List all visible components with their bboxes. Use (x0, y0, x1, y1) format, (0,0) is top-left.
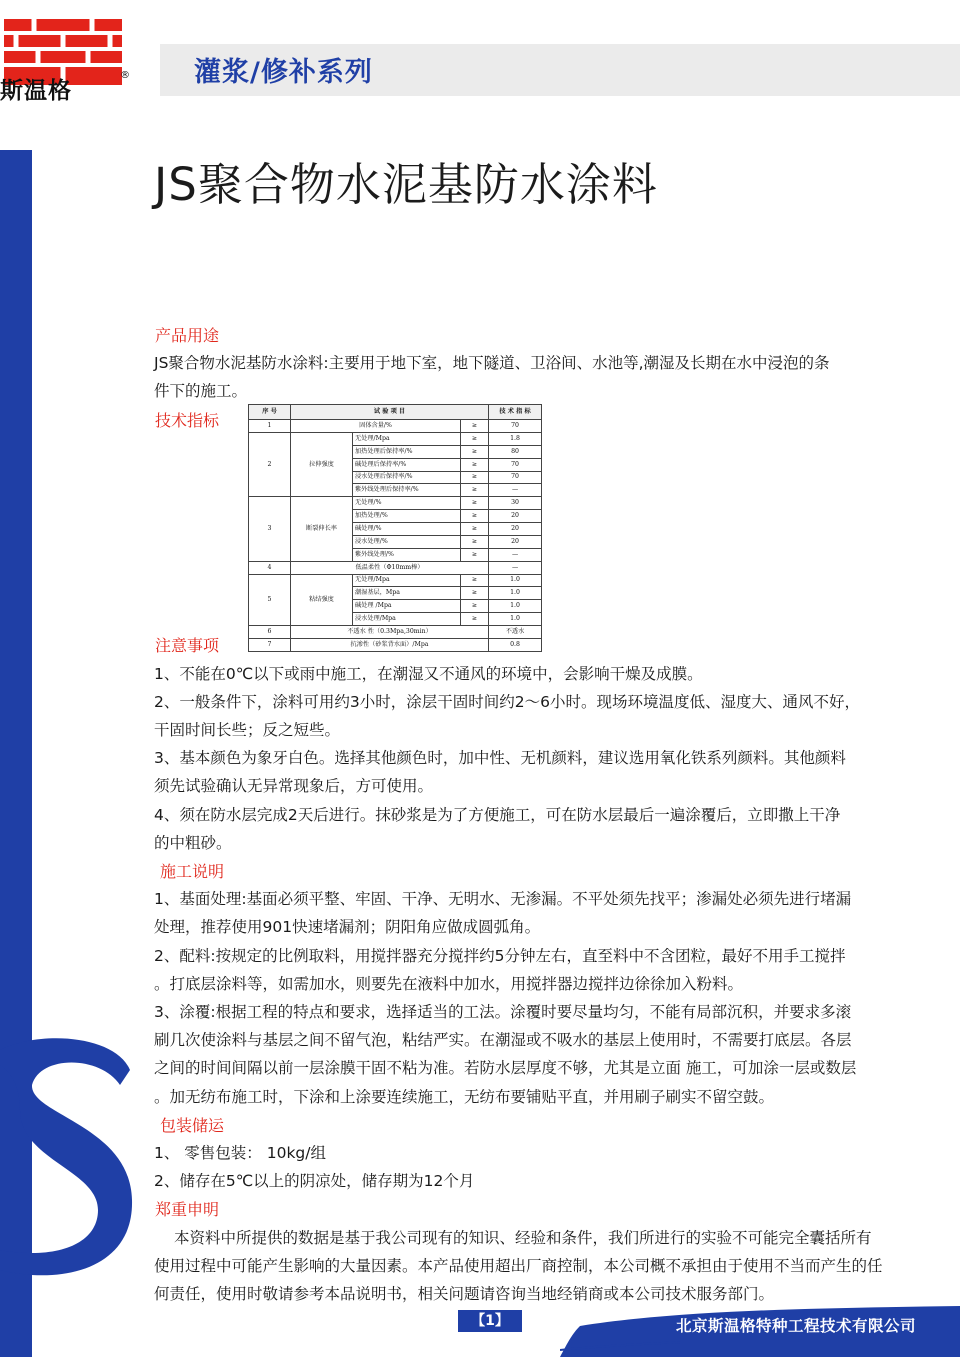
notes-line: 须先试验确认无异常现象后，方可使用。 (154, 777, 434, 795)
row-op: ≥ (461, 600, 489, 613)
row-value: — (489, 484, 542, 497)
row-value: 20 (489, 535, 542, 548)
row-op: ≥ (461, 613, 489, 626)
row-item: 抗渗性（砂浆背水面）/Mpa (291, 638, 489, 651)
notes-line: 3、基本颜色为象牙白色。选择其他颜色时，加中性、无机颜料，建议选用氧化铁系列颜料。其他颜料 (154, 749, 846, 767)
construction-line: 刷几次使涂料与基层之间不留气泡，粘结严实。在潮湿或不吸水的基层上使用时，不需要打底层。各层 (154, 1031, 852, 1049)
section-heading-usage: 产品用途 (155, 326, 220, 345)
construction-line: 1、基面处理:基面必须平整、牢固、干净、无明水、无渗漏。不平处须先找平；渗漏处必须先进行堵漏 (154, 890, 852, 908)
row-item: 浸水处理/Mpa (353, 613, 461, 626)
row-item: 加热处理/% (353, 510, 461, 523)
row-group: 粘结强度 (291, 574, 353, 626)
header-value: 技 术 指 标 (489, 405, 542, 420)
section-heading-disclaimer: 郑重申明 (155, 1200, 220, 1219)
table-row (249, 638, 542, 651)
construction-line: 之间的时间间隔以前一层涂膜干固不粘为准。若防水层厚度不够，尤其是立面 施工，可加涂一层或数层 (154, 1059, 857, 1077)
row-group: 拉伸强度 (291, 432, 353, 496)
table-row (249, 561, 542, 574)
row-item: 碱处理/% (353, 523, 461, 536)
side-s-decoration-icon (0, 150, 140, 1357)
row-item: 低温柔性（Φ10mm棒） (291, 561, 489, 574)
row-item: 紫外线处理/% (353, 548, 461, 561)
row-no: 5 (249, 574, 291, 626)
disclaimer-line: 使用过程中可能产生影响的大量因素。本产品使用超出厂商控制，本公司概不承担由于使用不当而产生的任 (154, 1257, 883, 1275)
company-name: 北京斯温格特种工程技术有限公司 (676, 1317, 917, 1335)
row-item: 无处理/Mpa (353, 432, 461, 445)
row-item: 潮湿基层，Mpa (353, 587, 461, 600)
row-no: 7 (249, 638, 291, 651)
page-number: 【1】 (458, 1310, 522, 1332)
construction-line: 。打底层涂料等，如需加水，则要先在液料中加水，用搅拌器边搅拌边徐徐加入粉料。 (154, 975, 744, 993)
packaging-line: 1、 零售包装： 10kg/组 (154, 1144, 326, 1162)
section-heading-construction: 施工说明 (160, 862, 225, 881)
document-title: JS聚合物水泥基防水涂料 (154, 158, 658, 211)
row-op: ≥ (461, 574, 489, 587)
row-item: 加热处理后保持率/% (353, 445, 461, 458)
row-value: 70 (489, 420, 542, 433)
header-no: 序 号 (249, 405, 291, 420)
row-value: 1.0 (489, 587, 542, 600)
row-op: ≥ (461, 445, 489, 458)
row-value: 不透水 (489, 626, 542, 639)
spec-table (248, 404, 542, 652)
row-no: 2 (249, 432, 291, 496)
row-op: ≥ (461, 484, 489, 497)
row-item: 无处理/% (353, 497, 461, 510)
section-heading-packaging: 包装储运 (160, 1116, 225, 1135)
row-op: ≥ (461, 432, 489, 445)
notes-line: 1、不能在0℃以下或雨中施工，在潮湿又不通风的环境中，会影响干燥及成膜。 (154, 665, 703, 683)
row-item: 碱处理后保持率/% (353, 458, 461, 471)
row-no: 3 (249, 497, 291, 561)
row-op: ≥ (461, 587, 489, 600)
notes-line: 的中粗砂。 (154, 834, 232, 852)
row-value: 1.0 (489, 574, 542, 587)
row-value: — (489, 561, 542, 574)
row-item: 固体含量/% (291, 420, 461, 433)
row-group: 断裂伸长率 (291, 497, 353, 561)
row-op: ≥ (461, 548, 489, 561)
row-op: ≥ (461, 471, 489, 484)
row-no: 1 (249, 420, 291, 433)
usage-line: 件下的施工。 (154, 382, 248, 400)
notes-line: 4、须在防水层完成2天后进行。抹砂浆是为了方便施工，可在防水层最后一遍涂覆后，立即撒上干净 (154, 806, 841, 824)
table-row (249, 420, 542, 433)
row-no: 4 (249, 561, 291, 574)
row-item: 浸水处理后保持率/% (353, 471, 461, 484)
notes-line: 干固时间长些；反之短些。 (154, 721, 341, 739)
row-value: 80 (489, 445, 542, 458)
row-value: — (489, 548, 542, 561)
disclaimer-line: 何责任，使用时敬请参考本品说明书，相关问题请咨询当地经销商或本公司技术服务部门。 (154, 1285, 775, 1303)
row-item: 碱处理 /Mpa (353, 600, 461, 613)
row-value: 70 (489, 471, 542, 484)
row-value: 30 (489, 497, 542, 510)
row-op: ≥ (461, 523, 489, 536)
row-value: 1.0 (489, 600, 542, 613)
table-header-row (249, 405, 542, 420)
usage-line: JS聚合物水泥基防水涂料:主要用于地下室，地下隧道、卫浴间、水池等,潮湿及长期在水中浸泡的条 (154, 354, 830, 372)
row-value: 1.0 (489, 613, 542, 626)
row-value: 1.8 (489, 432, 542, 445)
packaging-line: 2、储存在5℃以上的阴凉处，储存期为12个月 (154, 1172, 475, 1190)
row-value: 0.8 (489, 638, 542, 651)
table-row (249, 432, 542, 445)
header-item: 试 验 项 目 (291, 405, 489, 420)
row-item: 紫外线处理后保持率/% (353, 484, 461, 497)
brand-name: 斯温格 (0, 78, 72, 104)
disclaimer-line: 本资料中所提供的数据是基于我公司现有的知识、经验和条件，我们所进行的实验不可能完全囊括所有 (174, 1229, 872, 1247)
row-value: 20 (489, 510, 542, 523)
row-item: 无处理/Mpa (353, 574, 461, 587)
row-value: 70 (489, 458, 542, 471)
construction-line: 。加无纺布施工时，下涂和上涂要连续施工，无纺布要铺贴平直，并用刷子刷实不留空鼓。 (154, 1088, 775, 1106)
row-no: 6 (249, 626, 291, 639)
table-row (249, 574, 542, 587)
row-op: ≥ (461, 497, 489, 510)
section-heading-notes: 注意事项 (155, 636, 220, 655)
section-heading-tech: 技术指标 (155, 411, 220, 430)
row-op: ≥ (461, 510, 489, 523)
construction-line: 处理，推荐使用901快速堵漏剂；阴阳角应做成圆弧角。 (154, 918, 541, 936)
row-op: ≥ (461, 535, 489, 548)
row-op: ≥ (461, 420, 489, 433)
table-row (249, 626, 542, 639)
table-row (249, 497, 542, 510)
notes-line: 2、一般条件下，涂料可用约3小时，涂层干固时间约2～6小时。现场环境温度低、湿度大、通风不好， (154, 693, 860, 711)
registered-mark: ® (120, 70, 130, 81)
row-item: 不透水 性（0.3Mpa,30min） (291, 626, 489, 639)
construction-line: 2、配料:按规定的比例取料，用搅拌器充分搅拌约5分钟左右，直至料中不含团粒，最好不用手工搅拌 (154, 947, 846, 965)
series-title: 灌浆/修补系列 (194, 57, 373, 88)
row-op: ≥ (461, 458, 489, 471)
row-value: 20 (489, 523, 542, 536)
row-item: 浸水处理/% (353, 535, 461, 548)
construction-line: 3、涂覆:根据工程的特点和要求，选择适当的工法。涂覆时要尽量均匀，不能有局部沉积，并要求多滚 (154, 1003, 852, 1021)
